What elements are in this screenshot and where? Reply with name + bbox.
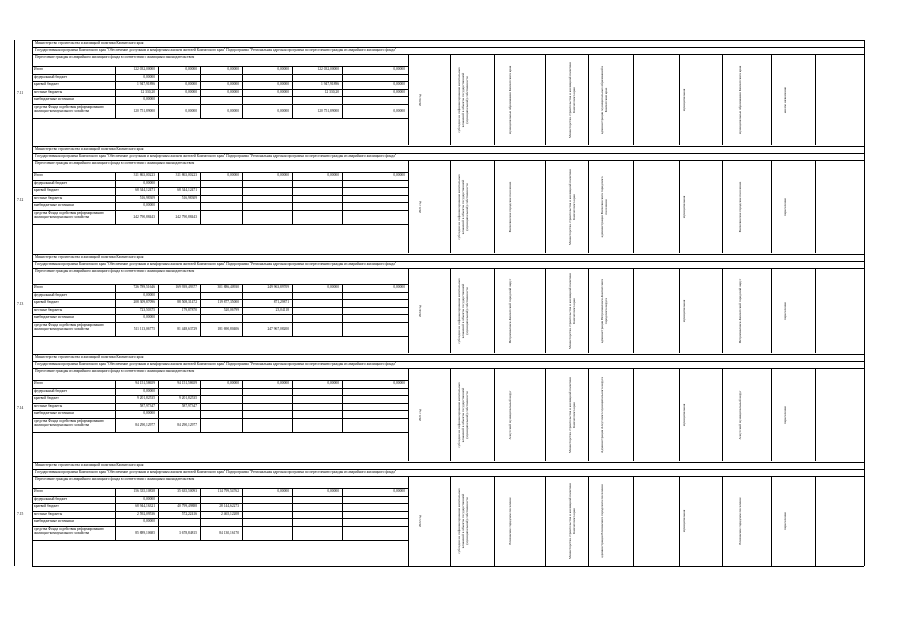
column-cell: субсидии на софинансирование капитальных вложений в объекты государственной (муниципальной) собственности (457, 381, 469, 448)
amount-cell: 0,00000 (277, 173, 289, 177)
column-cell: Министерство строительства и жилищной политики Камчатского края (568, 483, 576, 559)
column-cell: Алеутский муниципальный округ (508, 390, 512, 439)
amount-cell: 208 309,87096 (133, 300, 155, 305)
block-divider (32, 354, 864, 355)
amount-cell: 0,00000 (185, 89, 197, 94)
column-cell: муниципальная (682, 509, 686, 533)
ministry-title: Министерство строительства и жилищной политики Камчатского края (35, 146, 144, 151)
row-label: краевой бюджет (34, 396, 59, 401)
amount-cell: 0,00000 (393, 82, 405, 87)
program-title: Государственная программа Камчатского края "Обеспечение доступным и комфортным жильем жителей Камчатского края" Подпрограмма "Региональная адресная программа по переселению граждан из аварийного жилищного фонда" (35, 469, 397, 474)
amount-cell: 0,00000 (185, 109, 197, 113)
block-divider (32, 146, 864, 147)
amount-cell: 85 889,10685 (135, 531, 155, 535)
amount-cell: 0,00000 (227, 381, 239, 385)
id-line (14, 254, 15, 353)
amount-cell: 587,97347 (139, 403, 155, 408)
amount-cell: 0,00000 (143, 496, 155, 501)
row-label: средства Фонда содействия реформированию жилищно-коммунального хозяйства (34, 527, 104, 536)
amount-cell: 726 789,51646 (133, 285, 155, 289)
amount-cell: 0,00000 (227, 109, 239, 113)
row-label: внебюджетные источники (34, 519, 74, 524)
column-cell: муниципальные образования Камчатского края (738, 65, 742, 134)
amount-cell: 0,00000 (277, 82, 289, 87)
amount-cell: 242 790,88443 (175, 215, 197, 219)
row-id: 7.11 (17, 90, 24, 95)
amount-cell: 68 944,16321 (135, 504, 155, 509)
row-label: средства Фонда содействия реформированию жилищно-коммунального хозяйства (34, 105, 104, 114)
column-cell: администрация Вилючинского городского поселения (600, 176, 608, 237)
amount-cell: 0,00000 (393, 381, 405, 385)
column-cell: муниципальная (682, 88, 686, 111)
year-cell: 2024 год (418, 304, 422, 317)
year-cell: 2021 год (418, 408, 422, 421)
amount-cell: 242 790,88443 (133, 215, 155, 219)
column-cell: Вилючинское городское поселение (508, 181, 512, 232)
amount-cell: 0,00000 (227, 173, 239, 177)
subtitle: Переселение граждан из аварийного жилищного фонда в соответствии с жилищным законодательством (35, 54, 195, 59)
amount-cell: 88 508,31472 (177, 300, 197, 305)
block-divider (32, 254, 864, 255)
year-cell: 2021 год (418, 200, 422, 213)
amount-cell: 1 947,91896 (321, 82, 339, 87)
row-label: внебюджетные источники (34, 411, 74, 416)
amount-cell: 0,00000 (143, 97, 155, 102)
amount-cell: 311 863,00223 (175, 173, 197, 177)
amount-cell: 122 032,00000 (133, 67, 155, 71)
subtitle: Переселение граждан из аварийного жилищного фонда в соответствии с жилищным законодательством (35, 368, 195, 373)
amount-cell: 587,97347 (181, 403, 197, 408)
amount-cell: 179,87870 (181, 307, 197, 312)
amount-cell: 1 947,91896 (137, 82, 155, 87)
amount-cell: 9 201,82535 (179, 396, 197, 401)
ministry-title: Министерство строительства и жилищной политики Камчатского края (35, 254, 144, 259)
amount-cell: 0,00000 (327, 285, 339, 289)
amount-cell: 94 151,58659 (135, 381, 155, 385)
amount-cell: 516,98309 (181, 195, 197, 200)
amount-cell: 520,06799 (223, 307, 239, 312)
subtitle: Переселение граждан из аварийного жилищного фонда в соответствии с жилищным законодательством (35, 160, 195, 165)
column-cell: Администрация Алеутского муниципального округа (600, 376, 604, 453)
column-cell: муниципальная (682, 403, 686, 426)
row-id: 7.13 (17, 301, 24, 306)
row-label: средства Фонда содействия реформированию жилищно-коммунального хозяйства (34, 323, 104, 332)
amount-cell: 0,00000 (327, 173, 339, 177)
id-line (14, 462, 15, 566)
amount-cell: 0,00000 (227, 82, 239, 87)
amount-cell: 120 751,89000 (317, 109, 339, 113)
amount-cell: 247 967,08200 (267, 327, 289, 331)
column-cell: Министерство строительства и жилищной политики Камчатского края (568, 272, 576, 349)
amount-cell: 119 877,35000 (217, 300, 239, 305)
column-cell: переселение (783, 197, 787, 216)
column-cell: муниципальные образования Камчатского края (508, 65, 512, 134)
amount-cell: 23,04118 (275, 307, 289, 312)
amount-cell: 84 290,12977 (177, 423, 197, 427)
amount-cell: 122 032,00000 (317, 67, 339, 71)
id-line (14, 354, 15, 461)
block-divider (32, 40, 864, 41)
amount-cell: 2 592,09536 (137, 511, 155, 516)
column-cell: Министерство строительства и жилищной политики Камчатского края (568, 61, 576, 138)
column-cell: переселение (783, 512, 787, 530)
column-cell: субсидии на софинансирование капитальных вложений в объекты государственной (муниципальной) собственности (457, 488, 469, 554)
amount-cell: 0,00000 (393, 173, 405, 177)
amount-cell: 2 465,12208 (221, 511, 239, 516)
row-label: федеральный бюджет (34, 496, 68, 501)
amount-cell: 156 335,10838 (133, 489, 155, 493)
amount-cell: 0,00000 (143, 388, 155, 393)
amount-cell: 0,00000 (277, 381, 289, 385)
program-title: Государственная программа Камчатского края "Обеспечение доступным и комфортным жильем жителей Камчатского края" Подпрограмма "Региональная адресная программа по переселению граждан из аварийного жилищного фонда" (35, 153, 397, 158)
amount-cell: 0,00000 (143, 180, 155, 185)
amount-cell: 0,00000 (327, 381, 339, 385)
column-cell: муниципальная (682, 195, 686, 218)
row-label: местные бюджеты (34, 89, 63, 94)
column-cell: администрации муниципальных образований в Камчатском крае (600, 65, 608, 134)
row-label: средства Фонда содействия реформированию жилищно-коммунального хозяйства (34, 211, 104, 220)
amount-cell: 249 963,89709 (267, 285, 289, 289)
row-label: средства Фонда содействия реформированию жилищно-коммунального хозяйства (34, 419, 104, 428)
row-label: краевой бюджет (34, 300, 59, 305)
column-cell: переселение (783, 301, 787, 320)
amount-cell: 94 151,58659 (177, 381, 197, 385)
amount-cell: 114 799,54762 (217, 489, 239, 493)
subtitle: Переселение граждан из аварийного жилищного фонда в соответствии с жилищным законодательством (35, 268, 195, 273)
row-label: местные бюджеты (34, 195, 63, 200)
amount-cell: 181 690,80406 (217, 327, 239, 331)
amount-cell: 68 344,12471 (135, 188, 155, 193)
amount-cell: 311 863,00223 (133, 173, 155, 177)
amount-cell: 516,98309 (139, 195, 155, 200)
row-label: федеральный бюджет (34, 74, 68, 79)
amount-cell: 871,29871 (273, 300, 289, 305)
amount-cell: 0,00000 (227, 89, 239, 94)
column-cell: администрация Петропавловск-Камчатского городского округа (600, 278, 608, 343)
amount-cell: 35 635,50093 (177, 489, 197, 493)
amount-cell: 0,00000 (143, 315, 155, 320)
amount-cell: 0,00000 (277, 489, 289, 493)
column-cell: субсидии на софинансирование капитальных вложений в объекты государственной (муниципальной) собственности (457, 277, 469, 344)
amount-cell: 84 130,16170 (219, 531, 239, 535)
amount-cell: 9 201,82535 (137, 396, 155, 401)
row-label: федеральный бюджет (34, 180, 68, 185)
amount-cell: 301 886,40930 (217, 285, 239, 289)
row-label: федеральный бюджет (34, 388, 68, 393)
year-cell: 2022 год (418, 514, 422, 528)
row-label: Итого (34, 173, 44, 177)
year-cell: 2020 год (418, 93, 422, 106)
amount-cell: 120 751,89000 (133, 109, 155, 113)
row-label: внебюджетные источники (34, 97, 74, 102)
amount-cell: 0,00000 (393, 489, 405, 493)
id-line (14, 146, 15, 253)
amount-cell: 84 290,12977 (135, 423, 155, 427)
program-title: Государственная программа Камчатского края "Обеспечение доступным и комфортным жильем жителей Камчатского края" Подпрограмма "Региональная адресная программа по переселению граждан из аварийного жилищного фонда" (35, 261, 397, 266)
amount-cell: 81 448,63729 (177, 327, 197, 331)
subtitle: Переселение граждан из аварийного жилищного фонда в соответствии с жилищным законодательством (35, 476, 195, 481)
ministry-title: Министерство строительства и жилищной политики Камчатского края (35, 354, 144, 359)
amount-cell: 0,00000 (327, 489, 339, 493)
amount-cell: 28 144,62273 (219, 504, 239, 509)
row-label: Итого (34, 285, 44, 289)
amount-cell: 0,00000 (185, 82, 197, 87)
column-cell: администрация Елизовского городского поселения (600, 484, 604, 558)
amount-cell: 0,00000 (227, 67, 239, 71)
amount-cell: 0,00000 (277, 89, 289, 94)
amount-cell: 0,00000 (143, 519, 155, 524)
column-cell: Алеутский муниципальный округ (738, 390, 742, 439)
column-cell: Петропавловск-Камчатский городской округ (738, 278, 742, 343)
amount-cell: 0,00000 (143, 292, 155, 297)
row-id: 7.12 (17, 197, 24, 202)
amount-cell: 0,00000 (393, 89, 405, 94)
row-label: краевой бюджет (34, 82, 59, 87)
amount-cell: 0,00000 (393, 109, 405, 113)
row-label: местные бюджеты (34, 403, 63, 408)
amount-cell: 12 330,20 (324, 89, 339, 94)
amount-cell: 0,00000 (277, 109, 289, 113)
column-cell: Вилючинское городское поселение (738, 181, 742, 232)
row-label: краевой бюджет (34, 504, 59, 509)
row-id: 7.15 (17, 512, 24, 516)
row-label: краевой бюджет (34, 188, 59, 193)
frame-bottom (32, 566, 864, 567)
column-cell: субсидии на софинансирование капитальных вложений в объекты государственной (муниципальной) собственности (457, 173, 469, 240)
amount-cell: 68 344,12471 (177, 188, 197, 193)
column-cell: Елизовское городское поселение (738, 497, 742, 545)
ministry-title: Министерство строительства и жилищной политики Камчатского края (35, 462, 144, 467)
amount-cell: 3 678,84815 (179, 531, 197, 535)
amount-cell: 723,50375 (139, 307, 155, 312)
program-title: Государственная программа Камчатского края "Обеспечение доступным и комфортным жильем жителей Камчатского края" Подпрограмма "Региональная адресная программа по переселению граждан из аварийного жилищного фонда" (35, 361, 397, 366)
row-label: местные бюджеты (34, 511, 63, 516)
column-cell: Министерство строительства и жилищной политики Камчатского края (568, 376, 576, 453)
column-cell: муниципальная (682, 299, 686, 322)
ministry-title: Министерство строительства и жилищной политики Камчатского края (35, 40, 144, 45)
amount-cell: 40 799,49888 (177, 504, 197, 509)
row-label: местные бюджеты (34, 307, 63, 312)
column-cell: субсидии на софинансирование капитальных вложений в объекты государственной (муниципальной) собственности (457, 66, 469, 133)
amount-cell: 0,00000 (277, 67, 289, 71)
column-cell: жилое назначение (783, 86, 787, 113)
row-label: Итого (34, 67, 44, 71)
amount-cell: 0,00000 (393, 285, 405, 289)
row-label: Итого (34, 381, 44, 385)
block-divider (32, 462, 864, 463)
amount-cell: 511 113,06775 (133, 327, 155, 331)
amount-cell: 0,00000 (143, 411, 155, 416)
amount-cell: 572,22416 (181, 511, 197, 516)
amount-cell: 0,00000 (185, 67, 197, 71)
amount-cell: 169 939,49377 (175, 285, 197, 289)
amount-cell: 12 330,20 (140, 89, 155, 94)
row-id: 7.14 (17, 405, 24, 410)
amount-cell: 0,00000 (393, 67, 405, 71)
amount-cell: 0,00000 (143, 203, 155, 208)
row-label: внебюджетные источники (34, 203, 74, 208)
column-cell: переселение (783, 405, 787, 424)
row-label: Итого (34, 489, 44, 493)
id-line (14, 40, 15, 145)
row-label: внебюджетные источники (34, 315, 74, 320)
amount-cell: 0,00000 (143, 74, 155, 79)
program-title: Государственная программа Камчатского края "Обеспечение доступным и комфортным жильем жителей Камчатского края" Подпрограмма "Региональная адресная программа по переселению граждан из аварийного жилищного фонда" (35, 47, 397, 52)
column-cell: Елизовское городское поселение (508, 497, 512, 545)
column-cell: Петропавловск-Камчатский городской округ (508, 278, 512, 343)
row-label: федеральный бюджет (34, 292, 68, 297)
column-cell: Министерство строительства и жилищной политики Камчатского края (568, 168, 576, 245)
